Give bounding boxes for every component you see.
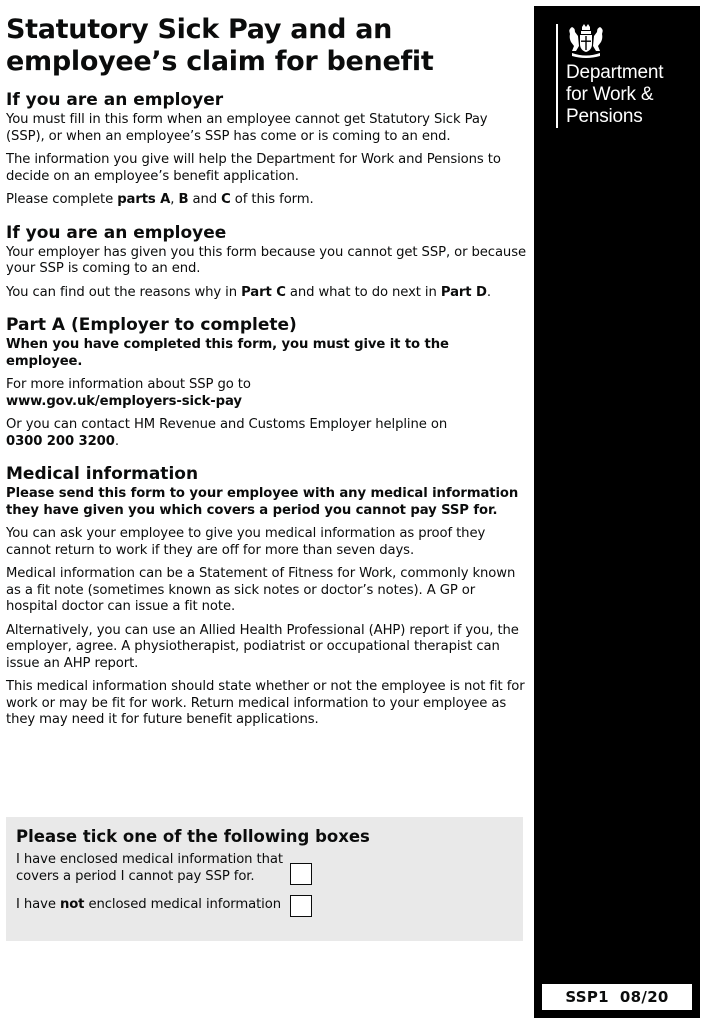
tick-box-panel: [6, 817, 523, 941]
medical-section: [6, 464, 526, 729]
page-title: [6, 14, 526, 78]
option-not-enclosed-checkbox[interactable]: [290, 895, 312, 917]
employee-paragraph-1: Your employer has given you this form because you cannot get SSP, or because your SSP is coming to an end.: [6, 244, 526, 276]
title-line-2: employee’s claim for benefit: [6, 46, 434, 77]
employer-paragraph-1: You must fill in this form when an employee cannot get Statutory Sick Pay (SSP), or when an employee’s SSP has come or is coming to an end.: [6, 112, 488, 144]
dwp-sidebar: [534, 6, 700, 1018]
ssp-link[interactable]: www.gov.uk/employers-sick-pay: [6, 393, 242, 409]
medical-paragraph-4: This medical information should state whether or not the employee is not fit for work or may be fit for work. Return medical information to your employee as they may need it for future benefit applications.: [6, 679, 525, 727]
part-a-section: [6, 315, 526, 450]
tick-box-heading: Please tick one of the following boxes: [16, 827, 370, 846]
employer-section: [6, 90, 526, 209]
medical-heading: Medical information: [6, 464, 199, 484]
option-enclosed-label: I have enclosed medical information that covers a period I cannot pay SSP for.: [16, 852, 283, 884]
employee-heading: If you are an employee: [6, 222, 227, 243]
option-not-enclosed-label: I have not enclosed medical information: [16, 897, 281, 912]
helpline-number: 0300 200 3200: [6, 433, 115, 449]
dept-name-line-3: Pensions: [566, 106, 643, 127]
medical-paragraph-3: Alternatively, you can use an Allied Health Professional (AHP) report if you, the employer, agree. A physiotherapist, podiatrist or occupational therapist can issue an AHP report.: [6, 622, 519, 671]
medical-bold-intro: Please send this form to your employee with any medical information they have given you which covers a period you cannot pay SSP for.: [6, 486, 519, 518]
title-line-1: Statutory Sick Pay and an: [6, 14, 393, 45]
parts-a-label: parts A: [117, 192, 171, 207]
form-content: [6, 14, 526, 743]
form-reference: SSP1 08/20: [542, 984, 692, 1010]
medical-paragraph-1: You can ask your employee to give you medical information as proof they cannot return to work if they are off for more than seven days.: [6, 526, 486, 558]
royal-coat-of-arms-icon: [566, 24, 606, 58]
dept-name-line-1: Department: [566, 62, 664, 83]
dept-name-line-2: for Work &: [566, 84, 654, 105]
employer-paragraph-3: Please complete parts A, B and C of this form.: [6, 192, 314, 207]
part-a-paragraph-1: For more information about SSP go to www.gov.uk/employers-sick-pay: [6, 377, 251, 409]
employee-section: [6, 223, 526, 302]
employee-paragraph-2: You can find out the reasons why in Part C and what to do next in Part D.: [6, 284, 491, 300]
part-c-label: C: [221, 192, 231, 207]
part-a-heading: Part A (Employer to complete): [6, 315, 297, 335]
employer-paragraph-2: The information you give will help the Department for Work and Pensions to decide on an employee’s benefit application.: [6, 152, 501, 184]
medical-paragraph-2: Medical information can be a Statement of Fitness for Work, commonly known as a fit note (sometimes known as sick notes or doctor’s notes). A GP or hospital doctor can issue a fit note.: [6, 566, 516, 614]
dwp-logo: [556, 24, 663, 128]
employer-heading: If you are an employer: [6, 90, 224, 110]
part-a-bold-intro: When you have completed this form, you must give it to the employee.: [6, 337, 449, 369]
part-b-label: B: [178, 192, 189, 207]
part-a-paragraph-2: Or you can contact HM Revenue and Customs Employer helpline on 0300 200 3200.: [6, 417, 448, 449]
option-enclosed-checkbox[interactable]: [290, 863, 312, 885]
